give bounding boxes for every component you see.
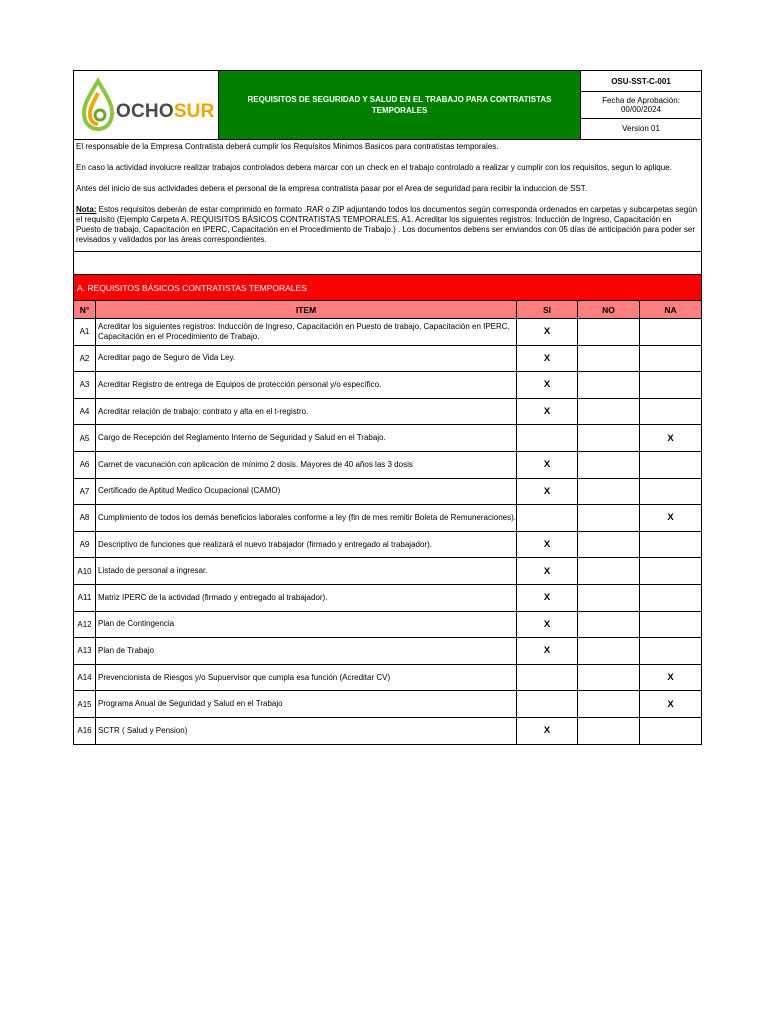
row-no-mark [578,664,640,691]
row-no-mark [578,558,640,585]
row-si-mark: X [517,558,578,585]
row-item: Matriz IPERC de la actividad (firmado y entregado al trabajador). [96,584,517,611]
row-na-mark [640,531,702,558]
row-si-mark: X [517,478,578,505]
row-item: Certificado de Aptitud Medico Ocupacional (CAMO) [96,478,517,505]
table-row [74,425,702,452]
table-row [74,372,702,399]
row-no-mark [578,319,640,346]
logo-text-sur: SUR [173,101,215,122]
row-no-mark [578,691,640,718]
row-number: A15 [74,691,96,718]
intro-block [74,140,702,252]
row-na-mark [640,611,702,638]
spacer [74,252,702,275]
row-si-mark [517,505,578,532]
row-no-mark [578,425,640,452]
column-header-na: NA [640,301,702,319]
row-number: A4 [74,398,96,425]
row-number: A5 [74,425,96,452]
intro-paragraph-3: Antes del inicio de sus actividades debera el personal de la empresa contratista pasar por el Area de seguridad para recibir la induccion de SST. [76,184,587,193]
logo-text [116,101,215,123]
row-item: Acreditar los siguientes registros: Inducción de Ingreso, Capacitación en Puesto de trabajo, Capacitación en IPERC, Capacitación en el Procedimiento de Trabajo. [96,319,517,346]
intro-paragraph-2: En caso la actividad involucre realizar trabajos controlados debera marcar con un check en el trabajo controlado a realizar y cumplir con los requisitos, segun lo aplique. [76,163,672,172]
row-no-mark [578,531,640,558]
row-na-mark: X [640,691,702,718]
row-item: Plan de Trabajo [96,638,517,665]
row-si-mark: X [517,638,578,665]
row-na-mark [640,372,702,399]
row-si-mark [517,691,578,718]
column-header-number: N° [74,301,96,319]
table-row [74,451,702,478]
row-number: A8 [74,505,96,532]
table-row [74,478,702,505]
row-item: Acreditar Registro de entrega de Equipos de protección personal y/o específico. [96,372,517,399]
row-number: A7 [74,478,96,505]
row-si-mark: X [517,319,578,346]
column-header-no: NO [578,301,640,319]
row-item: Acreditar relación de trabajo: contrato y alta en el t-registro. [96,398,517,425]
row-no-mark [578,478,640,505]
table-row [74,611,702,638]
row-number: A11 [74,584,96,611]
table-row [74,505,702,532]
document-code: OSU-SST-C-001 [581,71,702,92]
row-si-mark: X [517,717,578,744]
row-item: Cumplimiento de todos los demás beneficios laborales conforme a ley (fin de mes remitir Boleta de Remuneraciones). [96,505,517,532]
body-table [73,140,702,745]
row-item: SCTR ( Salud y Pension) [96,717,517,744]
row-number: A3 [74,372,96,399]
row-no-mark [578,345,640,372]
row-item: Cargo de Recepción del Reglamento Interno de Seguridad y Salud en el Trabajo. [96,425,517,452]
row-si-mark: X [517,398,578,425]
row-no-mark [578,611,640,638]
row-si-mark: X [517,611,578,638]
row-na-mark [640,398,702,425]
row-si-mark: X [517,345,578,372]
row-item: Listado de personal a ingresar. [96,558,517,585]
row-number: A1 [74,319,96,346]
row-item: Acreditar pago de Seguro de Vida Ley. [96,345,517,372]
row-na-mark [640,451,702,478]
row-item: Programa Anual de Seguridad y Salud en el Trabajo [96,691,517,718]
table-row [74,717,702,744]
row-na-mark: X [640,664,702,691]
table-row [74,691,702,718]
row-na-mark [640,345,702,372]
table-row [74,584,702,611]
row-na-mark [640,584,702,611]
document-version: Version 01 [581,118,702,139]
row-item: Carnet de vacunación con aplicación de mínimo 2 dosis. Mayores de 40 años las 3 dosis [96,451,517,478]
column-header-si: SI [517,301,578,319]
table-row [74,531,702,558]
requirements-rows [74,319,702,745]
row-number: A9 [74,531,96,558]
row-number: A10 [74,558,96,585]
column-header-item: ITEM [96,301,517,319]
row-no-mark [578,372,640,399]
row-no-mark [578,505,640,532]
row-si-mark: X [517,451,578,478]
row-item: Plan de Contingencia [96,611,517,638]
row-na-mark [640,558,702,585]
row-si-mark: X [517,372,578,399]
row-na-mark [640,319,702,346]
header-table [73,70,702,140]
table-row [74,638,702,665]
row-no-mark [578,398,640,425]
approval-date: Fecha de Aprobación: 00/00/2024 [581,92,702,118]
section-title: A. REQUISITOS BÁSICOS CONTRATISTAS TEMPORALES [74,275,702,301]
table-row [74,345,702,372]
table-row [74,558,702,585]
row-na-mark [640,717,702,744]
table-row [74,398,702,425]
row-number: A14 [74,664,96,691]
row-no-mark [578,451,640,478]
drop-logo-icon [78,77,118,133]
row-na-mark: X [640,425,702,452]
note-label: Nota: [76,205,97,214]
company-logo [74,77,218,133]
table-row [74,664,702,691]
row-na-mark: X [640,505,702,532]
row-no-mark [578,717,640,744]
logo-cell [74,71,219,140]
table-row [74,319,702,346]
logo-text-ocho: OCHO [116,101,174,122]
row-number: A6 [74,451,96,478]
row-no-mark [578,584,640,611]
row-si-mark [517,664,578,691]
row-si-mark [517,425,578,452]
intro-paragraph-1: El responsable de la Empresa Contratista deberá cumplir los Requisitos Minimos Basicos para contratistas temporales. [76,142,499,151]
note-text: Estos requisitos deberán de estar comprimido en formato .RAR o ZIP adjuntando todos los documentos según corresponda ordenados en carpetas y subcarpetas según el requisito (Ejemplo Carpeta A. REQUISITOS BÁSICOS CONTRATISTAS TEMPORALES, A1. Acreditar los siguientes registros: Inducción de Ingreso, Capacitación en Puesto de trabajo, Capacitación en IPERC, Capacitación en el Procedimiento de Trabajo.) . Los documentos debens ser enviandos con 05 días de anticipación para poder ser revisados y validados por las áreas correspondientes. [76,205,698,244]
row-na-mark [640,638,702,665]
row-number: A13 [74,638,96,665]
row-no-mark [578,638,640,665]
row-number: A2 [74,345,96,372]
row-item: Descriptivo de funciones que realizará el nuevo trabajador (firmado y entregado al trabajador). [96,531,517,558]
document-title: REQUISITOS DE SEGURIDAD Y SALUD EN EL TRABAJO PARA CONTRATISTAS TEMPORALES [219,71,581,140]
row-item: Prevencionista de Riesgos y/o Supuervisor que cumpla esa función (Acreditar CV) [96,664,517,691]
intro-note [76,205,698,245]
row-number: A12 [74,611,96,638]
row-na-mark [640,478,702,505]
row-si-mark: X [517,531,578,558]
row-number: A16 [74,717,96,744]
row-si-mark: X [517,584,578,611]
document-sheet [73,70,701,745]
